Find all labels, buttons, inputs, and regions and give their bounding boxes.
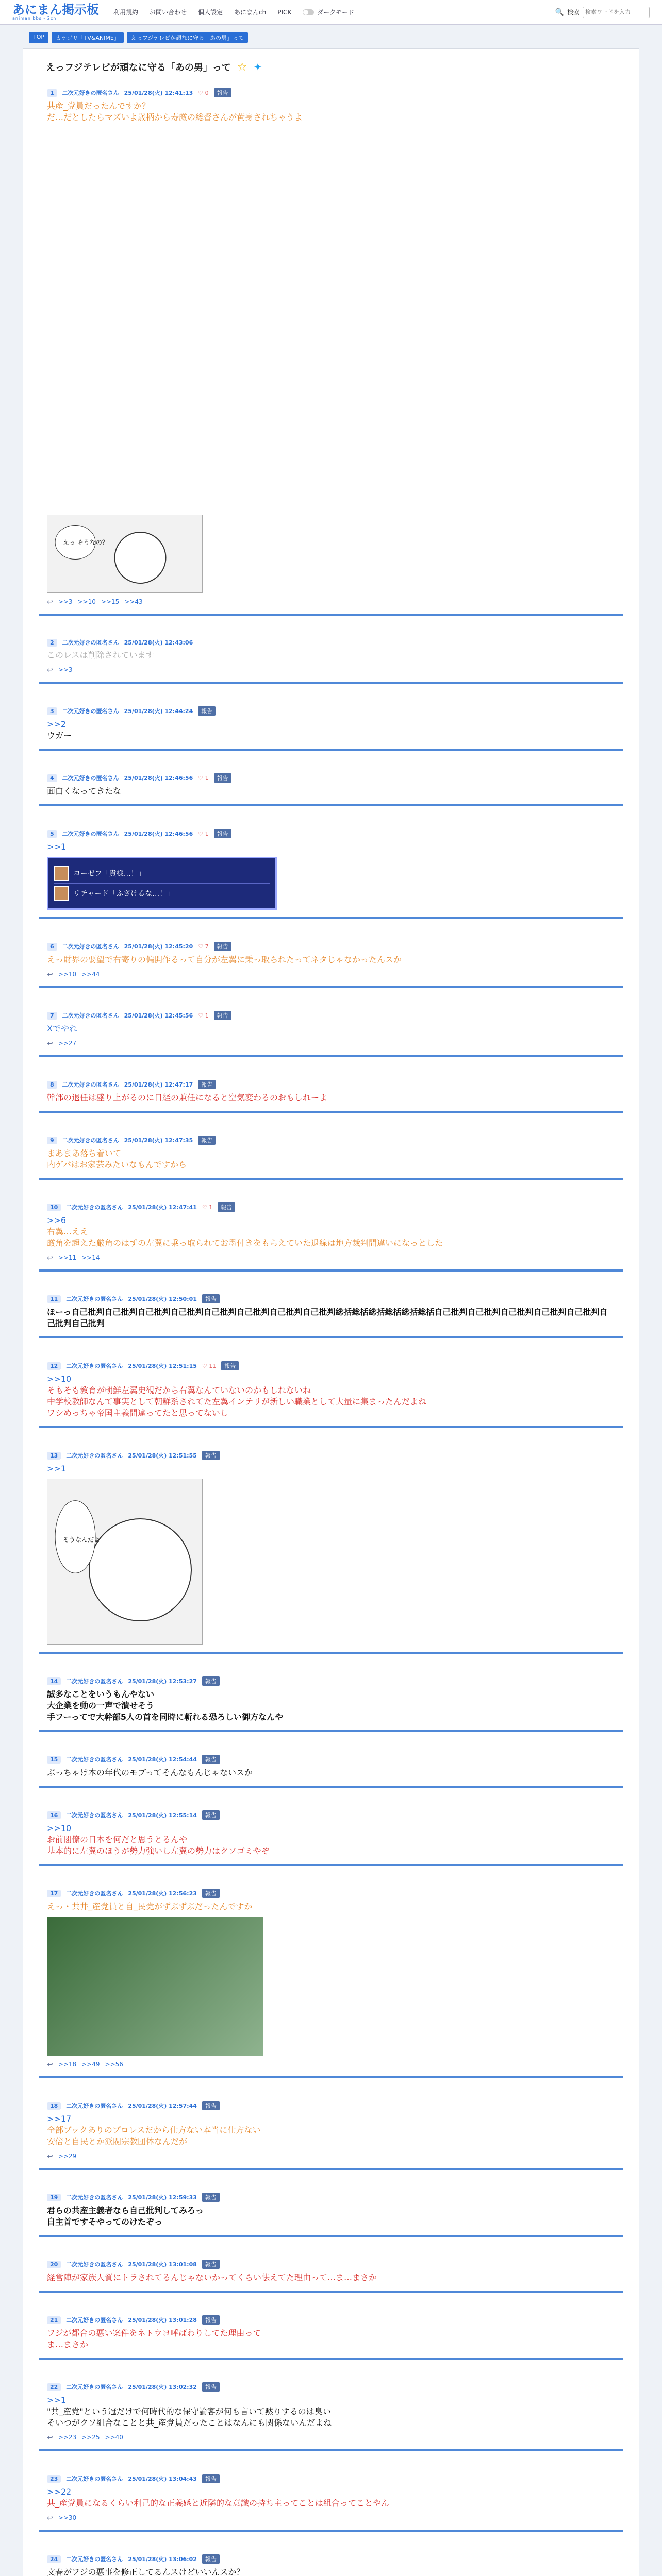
like-count[interactable]: ♡ 11 [202, 1362, 217, 1369]
search-area [555, 7, 650, 18]
post [39, 1805, 623, 1866]
post [39, 2469, 623, 2532]
post [39, 1671, 623, 1732]
post-meta [47, 1136, 615, 1145]
post-number[interactable]: 12 [47, 1362, 61, 1370]
post-date: 25/01/28(火) 12:50:01 [128, 1296, 197, 1302]
post-meta [47, 88, 615, 97]
post-body [47, 1374, 615, 1419]
attached-photo[interactable] [47, 1917, 263, 2056]
post [39, 2096, 623, 2170]
post-line: 手フーってで大幹部5人の首を同時に斬れる恐ろしい御方なんや [47, 1712, 284, 1722]
like-count[interactable]: ♡ 0 [198, 89, 209, 96]
post-number[interactable]: 1 [47, 89, 57, 97]
post-date: 25/01/28(火) 13:04:43 [128, 2476, 197, 2482]
post [39, 2188, 623, 2237]
post-line[interactable]: >>17 [47, 2114, 72, 2124]
post-line: "共_産党"という冠だけで何時代的な保守論客が何も言いて黙りするのは臭い [47, 2406, 331, 2416]
post [39, 2377, 623, 2451]
post-meta [47, 2382, 615, 2392]
nav-animanch[interactable]: あにまんch [234, 9, 267, 16]
reply-links [47, 1040, 615, 1048]
post-line: 君らの共産主義者なら自己批判してみろっ [47, 2206, 204, 2215]
post-number[interactable]: 14 [47, 1677, 61, 1685]
post [39, 1197, 623, 1272]
reply-link[interactable]: >>49 [81, 2061, 100, 2068]
report-button[interactable]: 報告 [202, 2193, 220, 2202]
post-line: 右翼…ええ [47, 1227, 89, 1236]
post-body [47, 2205, 615, 2228]
post [39, 2310, 623, 2360]
post-line: えっ・共井_産党員と自_民党がずぶずぶだったんですか [47, 1902, 253, 1911]
post-line: 文春がフジの悪事を修正してるんスけどいいんスか？ [47, 2567, 245, 2576]
post-author: 二次元好きの匿名さん [66, 1812, 123, 1819]
post-line: 誠多なことをいうもんやない [47, 1689, 155, 1699]
post-meta [47, 773, 615, 783]
post-line: 中学校教師なんて事実として朝鮮系されてた左翼インテリが新しい職業として大量に集まったんだよね [47, 1397, 427, 1406]
reply-links [47, 2434, 615, 2442]
post-body [47, 2486, 615, 2509]
post-number[interactable]: 7 [47, 1012, 57, 1020]
dark-mode-label: ダークモード [317, 9, 354, 16]
post-date: 25/01/28(火) 13:02:32 [128, 2384, 197, 2391]
post-number[interactable]: 11 [47, 1295, 61, 1303]
post-number[interactable]: 16 [47, 1811, 61, 1819]
report-button[interactable]: 報告 [202, 1889, 220, 1898]
post-line: ほーっ自己批判自己批判自己批判自己批判自己批判自己批判自己批判自己批判総括総括総括総括総括総括自己批判自己批判自己批判自己批判自己批判自己批判自己批判 [47, 1307, 608, 1328]
reply-links [47, 1254, 615, 1262]
post [39, 2255, 623, 2293]
report-button[interactable]: 報告 [202, 1676, 220, 1686]
post-body [47, 1307, 615, 1329]
reply-link[interactable]: >>14 [81, 1254, 100, 1261]
post [39, 824, 623, 919]
report-button[interactable]: 報告 [202, 1451, 220, 1460]
post-author: 二次元好きの匿名さん [62, 1012, 119, 1019]
reply-icon: ↩ [47, 2061, 53, 2069]
post-line[interactable]: >>1 [47, 842, 66, 852]
post-number[interactable]: 19 [47, 2194, 61, 2201]
like-count[interactable]: ♡ 7 [198, 943, 209, 950]
post-line: 面白くなってきたな [47, 786, 122, 796]
post [39, 1446, 623, 1654]
post-body [47, 1023, 615, 1035]
report-button[interactable]: 報告 [198, 1136, 216, 1145]
post-author: 二次元好きの匿名さん [66, 2384, 123, 2391]
reply-link[interactable]: >>10 [58, 971, 77, 978]
post-line: 自主首ですそやってのけたぞっ [47, 2217, 163, 2227]
post-number[interactable]: 22 [47, 2383, 61, 2391]
post-meta [47, 1451, 615, 1460]
dialogue-text: リチャード「ふざけるな…！」 [73, 890, 174, 898]
post-date: 25/01/28(火) 12:41:13 [124, 90, 193, 96]
post-body [47, 2328, 615, 2350]
reply-links [47, 2153, 615, 2161]
game-screenshot[interactable] [47, 857, 277, 910]
post-line[interactable]: >>10 [47, 1823, 72, 1833]
post-author: 二次元好きの匿名さん [66, 2261, 123, 2268]
post-date: 25/01/28(火) 12:46:56 [124, 775, 193, 782]
attached-image[interactable] [47, 1479, 203, 1645]
post-number[interactable]: 24 [47, 2555, 61, 2563]
post-meta [47, 829, 615, 838]
reply-link[interactable]: >>23 [58, 2434, 77, 2441]
post-date: 25/01/28(火) 12:45:56 [124, 1012, 193, 1019]
post-date: 25/01/28(火) 12:47:41 [128, 1204, 197, 1211]
post-line[interactable]: >>22 [47, 2487, 72, 2497]
like-count[interactable]: ♡ 1 [198, 774, 209, 782]
dialogue-text: ヨーゼフ「貴様…！」 [73, 870, 145, 878]
post-number[interactable]: 2 [47, 639, 57, 647]
reply-icon: ↩ [47, 971, 53, 979]
post-line[interactable]: >>6 [47, 1215, 66, 1225]
reply-link[interactable]: >>3 [58, 666, 73, 673]
post-date: 25/01/28(火) 12:53:27 [128, 1678, 197, 1685]
like-count[interactable]: ♡ 1 [198, 830, 209, 837]
report-button[interactable]: 報告 [198, 1080, 216, 1089]
post [39, 937, 623, 988]
post-line: 厳角を超えた厳角のはずの左翼に乗っ取られてお墨付きをもらえていた退線は地方裁判間違いになっとした [47, 1238, 443, 1248]
reply-link[interactable]: >>18 [58, 2061, 77, 2068]
nav-pick[interactable]: PICK [277, 8, 292, 16]
post-author: 二次元好きの匿名さん [66, 1452, 123, 1459]
site-logo[interactable] [12, 4, 99, 21]
post-author: 二次元好きの匿名さん [66, 2194, 123, 2201]
reply-icon: ↩ [47, 2434, 53, 2442]
post-meta [47, 1676, 615, 1686]
post-line: 共産_党員だったんですか？ [47, 101, 151, 111]
post-body [47, 1689, 615, 1723]
post [39, 1884, 623, 2078]
post-meta [47, 2193, 615, 2202]
post-meta [47, 1889, 615, 1898]
report-button[interactable]: 報告 [214, 1011, 231, 1020]
breadcrumb-thread[interactable]: えっフジテレビが頑なに守る「あの男」って [127, 32, 248, 43]
post-line: 基本的に左翼のほうが勢力強いし左翼の勢力はクソゴミやぞ [47, 1846, 270, 1856]
post-line: ま…まさか [47, 2340, 89, 2349]
manga-figure-icon [47, 515, 202, 592]
reply-link[interactable]: >>10 [77, 598, 96, 605]
post-meta [47, 942, 615, 951]
post [39, 1075, 623, 1113]
post-line[interactable]: >>1 [47, 1464, 66, 1473]
top-bar [0, 0, 662, 25]
dialogue-row [54, 863, 270, 884]
post-meta [47, 638, 615, 647]
report-button[interactable]: 報告 [218, 1202, 235, 1212]
reply-link[interactable]: >>3 [58, 598, 73, 605]
post-meta [47, 2554, 615, 2564]
post-number[interactable]: 13 [47, 1452, 61, 1460]
post-body [47, 1823, 615, 1857]
reply-icon: ↩ [47, 666, 53, 674]
report-button[interactable]: 報告 [214, 88, 231, 97]
reply-icon: ↩ [47, 1040, 53, 1048]
post-line: ぶっちゃけ本の年代のモブってそんなもんじゃないスか [47, 1768, 253, 1777]
thread-title-row [46, 60, 623, 74]
post-body [47, 1463, 615, 1475]
post-line: 安倍と自民とか派閥宗教団体なんだが [47, 2137, 188, 2146]
post-line: ウガー [47, 731, 72, 740]
post-meta [47, 1080, 615, 1089]
post-author: 二次元好きの匿名さん [66, 1363, 123, 1369]
reply-icon: ↩ [47, 2514, 53, 2522]
post-body [47, 2272, 615, 2283]
post-number[interactable]: 4 [47, 774, 57, 782]
post-date: 25/01/28(火) 12:55:14 [128, 1812, 197, 1819]
post-line: 大企業を動の一声で潰せそう [47, 1701, 155, 1710]
post-author: 二次元好きの匿名さん [62, 1081, 119, 1088]
post-date: 25/01/28(火) 12:51:55 [128, 1452, 197, 1459]
manga-figure-icon [47, 1479, 202, 1644]
reply-link[interactable]: >>30 [58, 2514, 77, 2521]
post-line[interactable]: >>1 [47, 2395, 66, 2405]
post-date: 25/01/28(火) 13:06:02 [128, 2556, 197, 2563]
breadcrumb-top[interactable]: TOP [29, 32, 48, 43]
speech-bubble-text: そうなんだよ [63, 1536, 101, 1544]
post-author: 二次元好きの匿名さん [66, 1204, 123, 1211]
speech-bubble-text: えっ そうなの？ [63, 539, 108, 546]
post-body [47, 1092, 615, 1104]
post-date: 25/01/28(火) 12:57:44 [128, 2103, 197, 2109]
post-number[interactable]: 9 [47, 1137, 57, 1144]
post-author: 二次元好きの匿名さん [66, 1678, 123, 1685]
reply-link[interactable]: >>40 [105, 2434, 123, 2441]
post-date: 25/01/28(火) 12:47:17 [124, 1081, 193, 1088]
post-line: お前閣僚の日本を何だと思うとるんや [47, 1835, 188, 1844]
post-date: 25/01/28(火) 12:56:23 [128, 1890, 197, 1897]
post [39, 1130, 623, 1180]
reply-links [47, 598, 615, 606]
post-line: Xでやれ [47, 1024, 77, 1033]
search-label: 検索 [567, 9, 580, 16]
post-body [47, 841, 615, 853]
post-number[interactable]: 5 [47, 830, 57, 838]
post-body [47, 650, 615, 661]
favorite-star-icon[interactable]: ☆ [237, 60, 247, 74]
post-line: 内ゲバはお家芸みたいなもんですから [47, 1160, 187, 1170]
reply-icon: ↩ [47, 598, 53, 606]
post-number[interactable]: 8 [47, 1081, 57, 1089]
like-count[interactable]: ♡ 1 [198, 1012, 209, 1019]
post-date: 25/01/28(火) 12:45:20 [124, 943, 193, 950]
post-date: 25/01/28(火) 12:43:06 [124, 639, 193, 646]
post-line[interactable]: >>10 [47, 1374, 72, 1384]
report-button[interactable]: 報告 [202, 1755, 220, 1764]
post-author: 二次元好きの匿名さん [66, 1296, 123, 1302]
reply-link[interactable]: >>11 [58, 1254, 77, 1261]
post-meta [47, 2315, 615, 2325]
report-button[interactable]: 報告 [198, 706, 216, 716]
reply-link[interactable]: >>25 [81, 2434, 100, 2441]
reply-link[interactable]: >>44 [81, 971, 100, 978]
reply-links [47, 971, 615, 979]
reply-link[interactable]: >>56 [105, 2061, 123, 2068]
post-author: 二次元好きの匿名さん [66, 2476, 123, 2482]
post-meta [47, 2260, 615, 2269]
like-count[interactable]: ♡ 1 [202, 1204, 213, 1211]
post-body [47, 2567, 615, 2576]
post-meta [47, 2101, 615, 2110]
post-number[interactable]: 17 [47, 1890, 61, 1897]
report-button[interactable]: 報告 [202, 2382, 220, 2392]
post-date: 25/01/28(火) 12:54:44 [128, 1756, 197, 1763]
post-author: 二次元好きの匿名さん [62, 775, 119, 782]
post-number[interactable]: 15 [47, 1756, 61, 1764]
nav [113, 8, 354, 16]
post-line: そもそも教育が朝鮮左翼史観だから右翼なんていないのかもしれないね [47, 1385, 311, 1395]
post [39, 2549, 623, 2576]
report-button[interactable]: 報告 [202, 2260, 220, 2269]
post-meta [47, 2474, 615, 2483]
dark-mode-toggle[interactable] [303, 8, 354, 16]
post-line[interactable]: >>2 [47, 719, 66, 729]
post-author: 二次元好きの匿名さん [62, 831, 119, 837]
twitter-share-icon[interactable]: ✦ [253, 61, 262, 73]
search-input[interactable] [583, 7, 650, 18]
post-body [47, 2113, 615, 2147]
search-icon: 🔍 [555, 8, 564, 16]
post-body [47, 1148, 615, 1171]
post-line: そいつがクソ組合なことと共_産党員だったことはなんにも関係ないんだよね [47, 2418, 332, 2428]
post-line: フジが都合の悪い案件をネトウヨ呼ばわりしてた理由って [47, 2328, 261, 2338]
post-number[interactable]: 6 [47, 943, 57, 951]
attached-image[interactable] [47, 515, 203, 593]
post-author: 二次元好きの匿名さん [62, 943, 119, 950]
post [39, 1356, 623, 1428]
post-author: 二次元好きの匿名さん [62, 1137, 119, 1144]
post-body [47, 100, 615, 123]
dialogue-row [54, 884, 270, 903]
reply-links [47, 2514, 615, 2522]
nav-contact[interactable]: お問い合わせ [150, 9, 187, 16]
post-number[interactable]: 3 [47, 707, 57, 715]
page-title: えっフジテレビが頑なに守る「あの男」って [46, 62, 231, 73]
post-date: 25/01/28(火) 12:46:56 [124, 831, 193, 837]
nav-terms[interactable]: 利用規約 [113, 9, 139, 16]
post-author: 二次元好きの匿名さん [62, 90, 119, 96]
post-line: だ…だとしたらマズいよ歳柄から寿厳の総督さんが黄身されちゃうよ [47, 112, 303, 122]
post-author: 二次元好きの匿名さん [66, 1890, 123, 1897]
post-line: 共_産党員になるくらい利己的な正義感と近隣的な意識の持ち主ってことは組合ってことやん [47, 2498, 390, 2508]
reply-icon: ↩ [47, 1254, 53, 1262]
report-button[interactable]: 報告 [202, 1294, 220, 1303]
post-date: 25/01/28(火) 12:51:15 [128, 1363, 197, 1369]
thread-container [23, 48, 639, 2576]
post-body [47, 2395, 615, 2429]
post-date: 25/01/28(火) 12:44:24 [124, 708, 193, 715]
report-button[interactable]: 報告 [214, 942, 231, 951]
post-list [39, 83, 623, 2576]
post-date: 25/01/28(火) 12:47:35 [124, 1137, 193, 1144]
post [39, 1289, 623, 1338]
character-portrait-icon [54, 866, 69, 881]
character-portrait-icon [54, 886, 69, 901]
reply-links [47, 2061, 615, 2069]
post-meta [47, 1294, 615, 1303]
nav-settings[interactable]: 個人設定 [198, 9, 223, 16]
post-date: 25/01/28(火) 12:59:33 [128, 2194, 197, 2201]
post-body [47, 1901, 615, 1912]
reply-link[interactable]: >>27 [58, 1040, 77, 1047]
post [39, 1750, 623, 1788]
post [39, 701, 623, 751]
post-number[interactable]: 23 [47, 2475, 61, 2483]
post-meta [47, 1361, 615, 1370]
post-meta [47, 706, 615, 716]
report-button[interactable]: 報告 [202, 2315, 220, 2325]
post-body [47, 1767, 615, 1778]
report-button[interactable]: 報告 [202, 2101, 220, 2110]
post-author: 二次元好きの匿名さん [66, 2556, 123, 2563]
post-meta [47, 1011, 615, 1020]
reply-link[interactable]: >>15 [101, 598, 120, 605]
post [39, 633, 623, 684]
post-line: 全部ブックありのプロレスだから仕方ない本当に仕方ない [47, 2125, 261, 2135]
post-author: 二次元好きの匿名さん [66, 1756, 123, 1763]
logo-subtitle: animan bbs - 2ch [12, 16, 57, 21]
logo-title: あにまん掲示板 [12, 3, 99, 17]
toggle-switch-icon [303, 9, 314, 15]
post-line: 幹部の退任は盛り上がるのに日経の兼任になると空気変わるのおもしれーよ [47, 1093, 328, 1103]
post-line: まあまあ落ち着いて [47, 1148, 122, 1158]
post-meta [47, 1202, 615, 1212]
post-body [47, 954, 615, 965]
post-meta [47, 1810, 615, 1820]
post-body [47, 786, 615, 797]
post-date: 25/01/28(火) 13:01:08 [128, 2261, 197, 2268]
report-button[interactable]: 報告 [214, 773, 231, 783]
post-number[interactable]: 10 [47, 1204, 61, 1211]
post-line: えっ財界の要望で右寄りの偏開作るって自分が左翼に乗っ取られたってネタじゃなかったんスか [47, 955, 402, 964]
report-button[interactable]: 報告 [214, 829, 231, 838]
breadcrumb [0, 25, 662, 43]
post-author: 二次元好きの匿名さん [62, 708, 119, 715]
reply-icon: ↩ [47, 2153, 53, 2161]
post-author: 二次元好きの匿名さん [66, 2317, 123, 2324]
post [39, 1006, 623, 1057]
post-line: このレスは削除されています [47, 650, 154, 660]
post-number[interactable]: 18 [47, 2102, 61, 2110]
post-author: 二次元好きの匿名さん [66, 2103, 123, 2109]
reply-link[interactable]: >>29 [58, 2153, 77, 2160]
post-line: 経営陣が家族人質にトラされてるんじゃないかってくらい怯えてた理由って…ま…まさか [47, 2273, 377, 2282]
post-meta [47, 1755, 615, 1764]
post [39, 83, 623, 616]
report-button[interactable]: 報告 [202, 2474, 220, 2483]
report-button[interactable]: 報告 [221, 1361, 239, 1370]
report-button[interactable]: 報告 [202, 2554, 220, 2564]
post-body [47, 1215, 615, 1249]
post-author: 二次元好きの匿名さん [62, 639, 119, 646]
report-button[interactable]: 報告 [202, 1810, 220, 1820]
post-line: ワシめっちゃ帝国主義間違ってたと思ってないし [47, 1408, 228, 1418]
post-date: 25/01/28(火) 13:01:28 [128, 2317, 197, 2324]
reply-link[interactable]: >>43 [124, 598, 143, 605]
post [39, 768, 623, 806]
reply-links [47, 666, 615, 674]
breadcrumb-category[interactable]: カテゴリ「TV&ANIME」 [52, 32, 124, 43]
post-number[interactable]: 21 [47, 2316, 61, 2324]
post-body [47, 719, 615, 741]
post-number[interactable]: 20 [47, 2261, 61, 2268]
